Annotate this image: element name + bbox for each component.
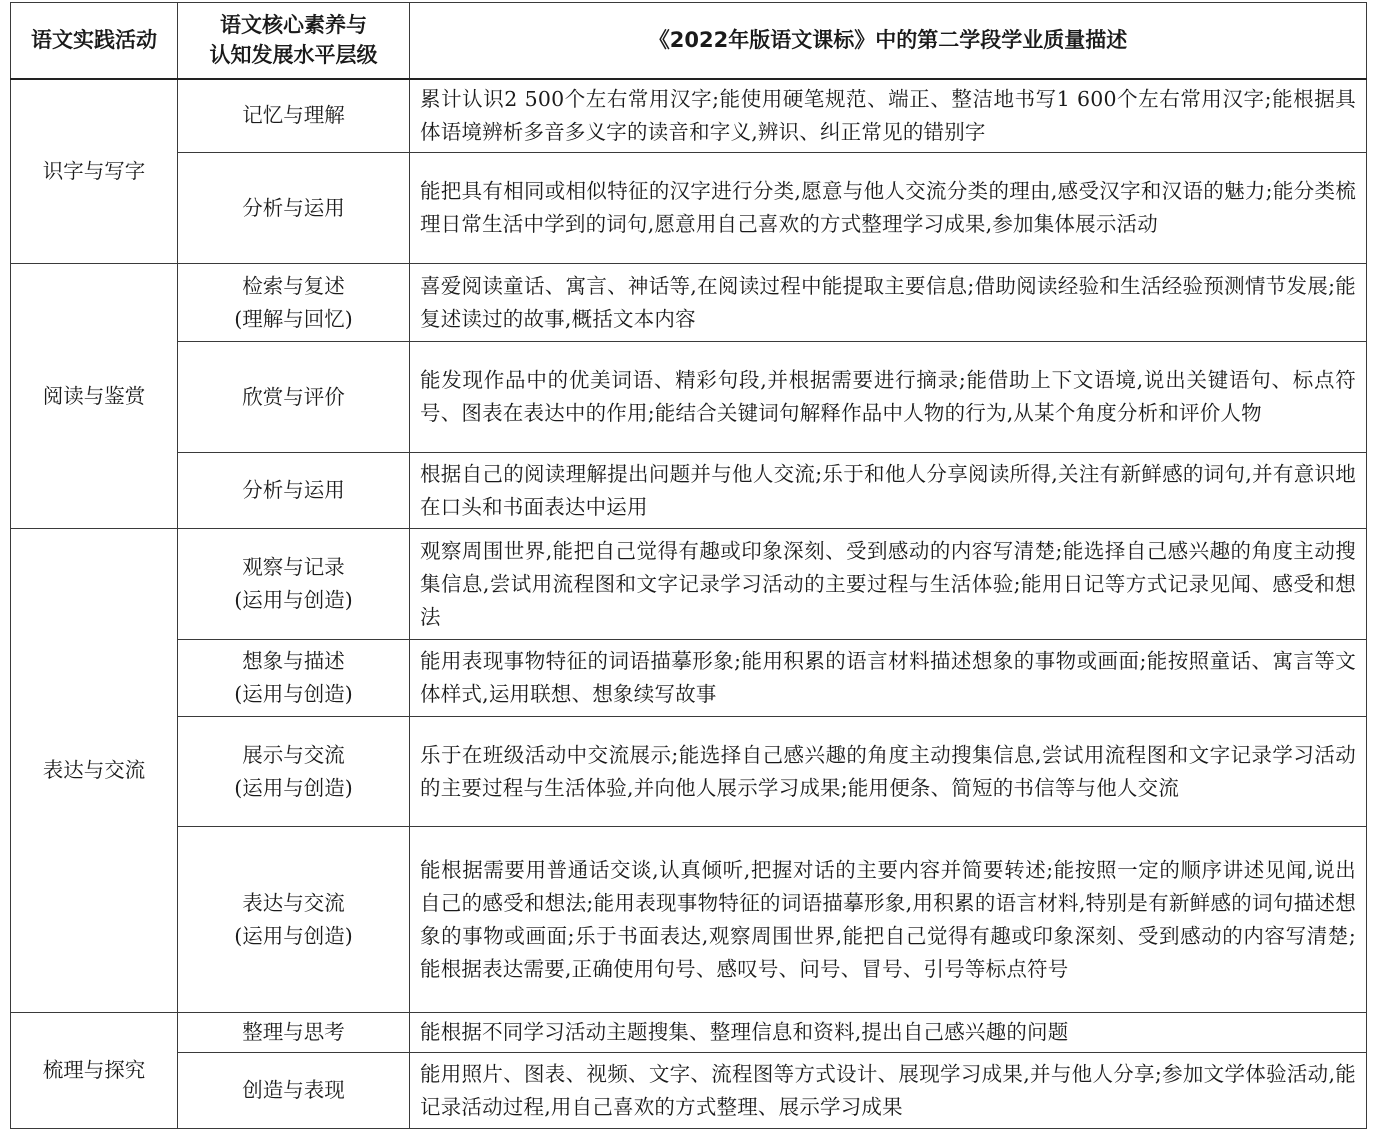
header-description: 《2022年版语文课标》中的第二学段学业质量描述 [410,3,1367,79]
level-cell [178,153,410,264]
activity-cell: 阅读与鉴赏 [11,264,178,529]
level-sublabel: (理解与回忆) [234,306,353,331]
level-cell [178,264,410,342]
level-cell [178,640,410,717]
table-row [11,827,1367,1013]
level-sublabel: (运用与创造) [234,682,353,706]
curriculum-table-container [10,2,1366,1129]
activity-cell: 识字与写字 [11,79,178,264]
level-label: 观察与记录 [242,555,345,579]
table-row [11,717,1367,827]
table-row [11,529,1367,640]
level-label: 创造与表现 [242,1078,345,1102]
description-cell: 喜爱阅读童话、寓言、神话等,在阅读过程中能提取主要信息;借助阅读经验和生活经验预测情节发展;能复述读过的故事,概括文本内容 [410,264,1367,342]
header-level-line2: 认知发展水平层级 [209,43,378,68]
description-cell: 根据自己的阅读理解提出问题并与他人交流;乐于和他人分享阅读所得,关注有新鲜感的词句,并有意识地在口头和书面表达中运用 [410,453,1367,529]
level-label: 记忆与理解 [242,103,345,128]
table-row [11,264,1367,342]
table-row [11,1053,1367,1129]
description-cell: 观察周围世界,能把自己觉得有趣或印象深刻、受到感动的内容写清楚;能选择自己感兴趣的角度主动搜集信息,尝试用流程图和文字记录学习活动的主要过程与生活体验;能用日记等方式记录见闻、感受和想法 [410,529,1367,640]
level-label: 表达与交流 [242,890,345,915]
table-row [11,153,1367,264]
level-label: 想象与描述 [242,649,345,673]
level-cell [178,1013,410,1053]
activity-cell: 表达与交流 [11,529,178,1013]
table-header-row [11,3,1367,79]
description-cell: 能根据不同学习活动主题搜集、整理信息和资料,提出自己感兴趣的问题 [410,1013,1367,1053]
level-label: 欣赏与评价 [242,384,345,409]
description-cell: 能用表现事物特征的词语描摹形象;能用积累的语言材料描述想象的事物或画面;能按照童话、寓言等文体样式,运用联想、想象续写故事 [410,640,1367,717]
level-cell [178,1053,410,1129]
description-cell: 乐于在班级活动中交流展示;能选择自己感兴趣的角度主动搜集信息,尝试用流程图和文字记录学习活动的主要过程与生活体验,并向他人展示学习成果;能用便条、简短的书信等与他人交流 [410,717,1367,827]
level-label: 分析与运用 [242,195,345,220]
description-cell: 能发现作品中的优美词语、精彩句段,并根据需要进行摘录;能借助上下文语境,说出关键语句、标点符号、图表在表达中的作用;能结合关键词句解释作品中人物的行为,从某个角度分析和评价人物 [410,342,1367,453]
description-cell: 能用照片、图表、视频、文字、流程图等方式设计、展现学习成果,并与他人分享;参加文学体验活动,能记录活动过程,用自己喜欢的方式整理、展示学习成果 [410,1053,1367,1129]
curriculum-standards-table [10,2,1367,1129]
level-sublabel: (运用与创造) [234,923,353,948]
level-cell [178,79,410,153]
level-cell [178,827,410,1013]
level-sublabel: (运用与创造) [234,588,353,612]
level-cell [178,342,410,453]
level-cell [178,717,410,827]
description-cell: 能把具有相同或相似特征的汉字进行分类,愿意与他人交流分类的理由,感受汉字和汉语的魅力;能分类梳理日常生活中学到的词句,愿意用自己喜欢的方式整理学习成果,参加集体展示活动 [410,153,1367,264]
header-activity: 语文实践活动 [11,3,178,79]
table-row [11,640,1367,717]
level-label: 整理与思考 [242,1020,345,1044]
description-cell: 能根据需要用普通话交谈,认真倾听,把握对话的主要内容并简要转述;能按照一定的顺序讲述见闻,说出自己的感受和想法;能用表现事物特征的词语描摹形象,用积累的语言材料,特别是有新鲜感的词句描述想象的事物或画面;乐于书面表达,观察周围世界,能把自己觉得有趣或印象深刻、受到感动的内容写清楚;能根据表达需要,正确使用句号、感叹号、问号、冒号、引号等标点符号 [410,827,1367,1013]
level-sublabel: (运用与创造) [234,775,353,800]
level-label: 分析与运用 [242,478,345,502]
level-cell [178,453,410,529]
header-level [178,3,410,79]
level-label: 展示与交流 [242,742,345,767]
header-level-line1: 语文核心素养与 [220,13,367,38]
table-row [11,342,1367,453]
table-row [11,1013,1367,1053]
level-label: 检索与复述 [242,273,345,298]
table-row [11,453,1367,529]
level-cell [178,529,410,640]
table-row [11,79,1367,153]
activity-cell: 梳理与探究 [11,1013,178,1129]
description-cell: 累计认识2 500个左右常用汉字;能使用硬笔规范、端正、整洁地书写1 600个左右常用汉字;能根据具体语境辨析多音多义字的读音和字义,辨识、纠正常见的错别字 [410,79,1367,153]
